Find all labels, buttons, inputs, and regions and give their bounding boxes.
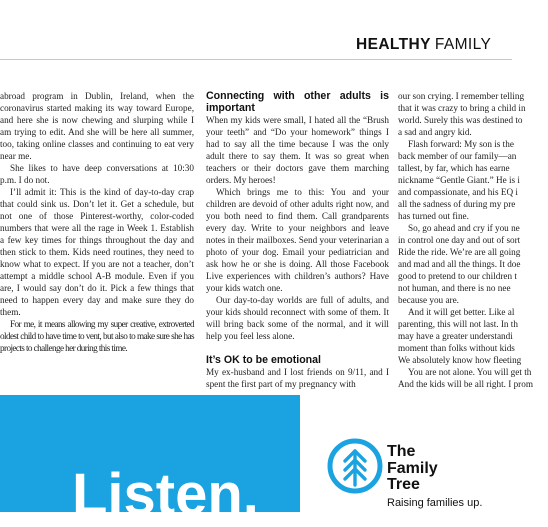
column-3	[398, 90, 548, 390]
col3-line: world. Surely this was destined to	[398, 115, 523, 125]
ad-blue-panel	[0, 395, 300, 527]
col3-line: and mad and all the things. It doe	[398, 259, 521, 269]
col1-paragraph: I’ll admit it: This is the kind of day-to-day crap that could sink us. Don’t let it. Get a schedule, but not one of those Pinterest-worthy, color-coded numbers that were all the rage in Week 1. Establish a few key times for things throughout the day and then stick to them. Kids need routines, they need to know what to expect. If you are not a teacher, don’t attempt a middle school A-B module. Even if you are, I would say don’t do it. Pick a few things that need to happen every day and make sure they do them.	[0, 187, 194, 317]
col3-line: tallest, by far, which has earne	[398, 163, 510, 173]
col3-line: And the kids will be all right. I prom	[398, 379, 533, 389]
ad-headline: Listen.	[72, 462, 259, 527]
col3-line: And it will get better. Like al	[408, 307, 515, 317]
logo-line: Family	[387, 459, 438, 477]
column-1	[0, 90, 194, 354]
col3-line: good to pretend to our children t	[398, 271, 517, 281]
col3-line: nickname “Gentle Giant.” He is i	[398, 175, 520, 185]
header-rule	[0, 59, 512, 60]
col2-paragraph: My ex-husband and I lost friends on 9/11, and I spent the first part of my pregnancy with	[206, 367, 389, 389]
logo-line: Tree	[387, 476, 420, 493]
col3-line: moment than folks without kids	[398, 343, 515, 353]
col3-line: because you are.	[398, 295, 459, 305]
col1-paragraph: For me, it means allowing my super creative, extroverted oldest child to have time to vent, but also to make sure she has projects to challenge her during this time.	[0, 319, 194, 353]
col3-line: has turned out fine.	[398, 211, 469, 221]
col2-paragraph: Our day-to-day worlds are full of adults, and your kids should reconnect with some of them. It will bring back some of the normal, and it will help you feel less alone.	[206, 295, 389, 341]
subheading-emotional: It’s OK to be emotional	[206, 354, 321, 366]
col3-line: our son crying. I remember telling	[398, 91, 525, 101]
col3-line: Flash forward: My son is the	[408, 139, 514, 149]
col3-line: that it was crazy to bring a child in	[398, 103, 526, 113]
col3-line: may have a greater understandi	[398, 331, 513, 341]
logo-tagline: Raising families up.	[387, 497, 483, 509]
col3-line: We absolutely know how fleeting	[398, 355, 522, 365]
col3-line: all the sadness of during my pre	[398, 199, 516, 209]
family-tree-logo-icon	[326, 437, 384, 495]
logo-wordmark	[387, 444, 438, 494]
spacer	[206, 342, 389, 354]
col3-line: in control one day and out of sort	[398, 235, 521, 245]
col3-line: So, go ahead and cry if you ne	[408, 223, 520, 233]
col2-paragraph: When my kids were small, I hated all the “Brush your teeth” and “Do your homework” things I had to say all the time because I was the only adult there to say them. It was so great when teachers or their doctors gave them marching orders. My heroes!	[206, 115, 389, 185]
subheading-connecting: Connecting with other adults is important	[206, 90, 389, 114]
column-2	[206, 90, 389, 390]
col3-line: and compassionate, and his EQ i	[398, 187, 518, 197]
section-header	[356, 36, 491, 54]
col3-line: Ride the ride. We’re are all going	[398, 247, 521, 257]
col1-paragraph: abroad program in Dublin, Ireland, when the coronavirus started making its way toward Europe, and here she is now chewing and slurping while I am trying to edit. And she will be here all summer, too, taking online classes and continuing to eat very near me.	[0, 91, 194, 161]
col3-line: parenting, this will not last. In th	[398, 319, 518, 329]
col2-paragraph: Which brings me to this: You and your children are devoid of other adults right now, and you both need to find them. Call grandparents every day. Write to your neighbors and leave notes in their mailboxes. Send your veterinarian a photo of your dog. Email your pediatrician and ask how he or she is doing. All those Facebook Live experiences with children’s authors? Have your kids watch one.	[206, 187, 389, 293]
col1-paragraph: She likes to have deep conversations at 10:30 p.m. I do not.	[0, 163, 194, 185]
col3-line: back member of our family—an	[398, 151, 517, 161]
col3-line: not human, and there is no nee	[398, 283, 511, 293]
col3-line: a sad and angry kid.	[398, 127, 472, 137]
section-header-bold: HEALTHY	[356, 36, 431, 53]
logo-line: The	[387, 443, 416, 460]
section-header-light: FAMILY	[434, 36, 492, 53]
col3-line: You are not alone. You will get th	[408, 367, 532, 377]
